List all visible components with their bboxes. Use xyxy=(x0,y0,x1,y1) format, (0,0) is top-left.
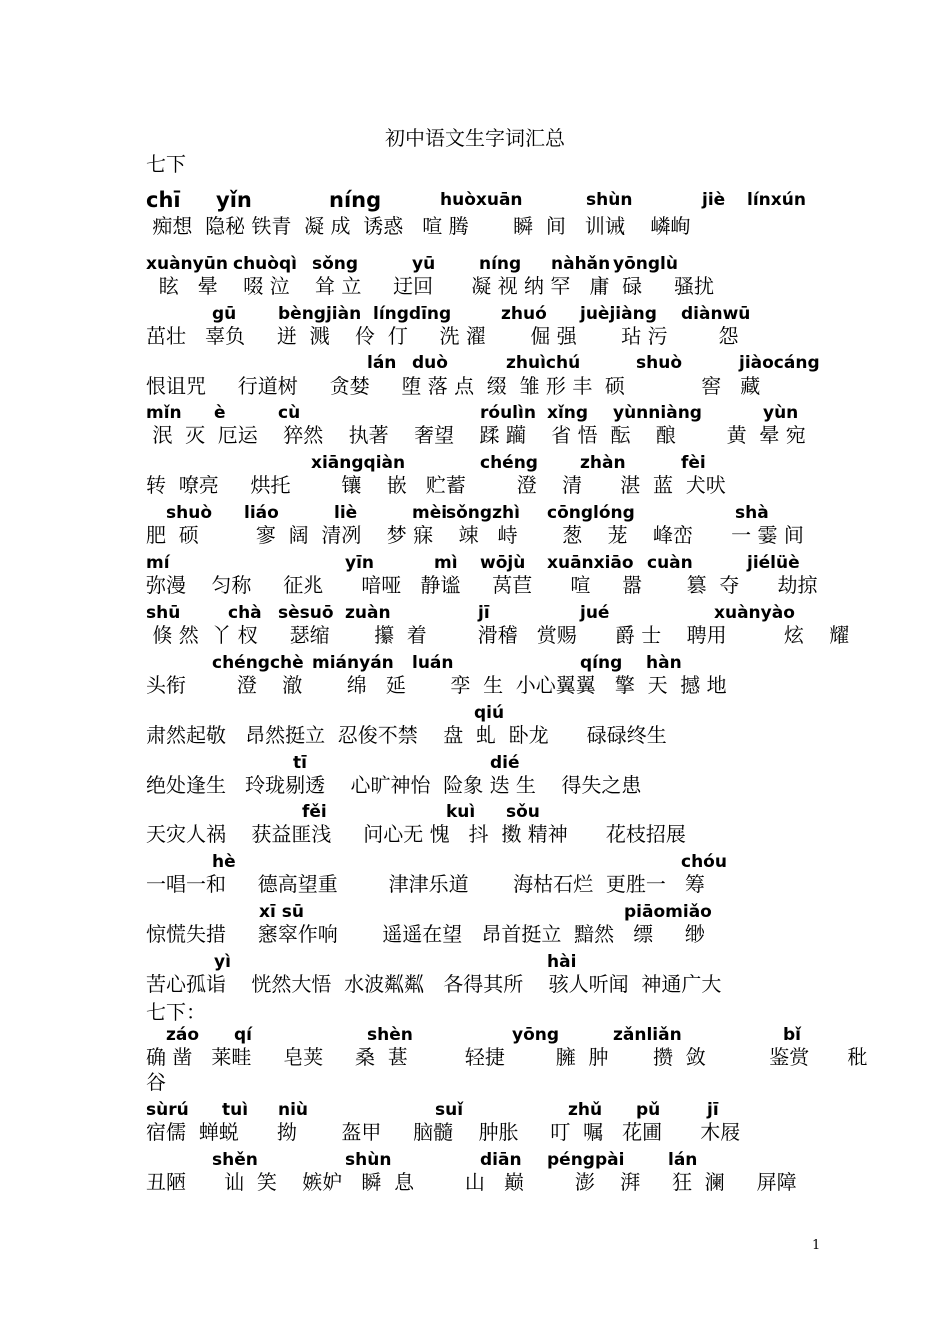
vocabulary-line: 绝处逢生 玲珑剔透 心旷神怡 险象 迭 生 得失之患 xyxy=(146,773,642,797)
pinyin-annotation: juèjiàng xyxy=(580,304,657,324)
pinyin-annotation: xiāngqiàn xyxy=(311,453,406,473)
vocabulary-line: 头衔 澄 澈 绵 延 孪 生 小心翼翼 擎 天 撼 地 xyxy=(146,673,727,697)
vocabulary-line: 苦心孤诣 恍然大悟 水波粼粼 各得其所 骇人听闻 神通广大 xyxy=(146,972,722,996)
pinyin-annotation: chà xyxy=(228,603,262,623)
page-number: 1 xyxy=(812,1238,821,1253)
pinyin-annotation: niù xyxy=(278,1100,309,1120)
pinyin-annotation: zǎnliǎn xyxy=(613,1025,682,1045)
pinyin-annotation: zhàn xyxy=(580,453,626,473)
pinyin-annotation: língdīng xyxy=(373,304,452,324)
pinyin-annotation: níng xyxy=(329,188,382,212)
vocabulary-line: 泯 灭 厄运 猝然 执著 奢望 蹂 躏 省 悟 酝 酿 黄 晕 宛 xyxy=(146,423,806,447)
vocabulary-line: 确 凿 莱畦 皂荚 桑 葚 轻捷 臃 肿 攒 敛 鉴赏 秕 xyxy=(146,1045,868,1069)
vocabulary-line: 宿儒 蝉蜕 拗 盔甲 脑髓 肿胀 叮 嘱 花圃 木屐 xyxy=(146,1120,741,1144)
vocabulary-line: 茁壮 辜负 迸 溅 伶 仃 洗 濯 倔 强 玷 污 怨 xyxy=(146,324,739,348)
pinyin-annotation: piāomiǎo xyxy=(624,902,712,922)
pinyin-annotation: jī xyxy=(478,603,490,623)
pinyin-annotation: qíng xyxy=(580,653,623,673)
pinyin-annotation: chī xyxy=(146,188,181,212)
pinyin-annotation: shěn xyxy=(212,1150,258,1170)
pinyin-annotation: níng xyxy=(479,254,522,274)
pinyin-annotation: záo xyxy=(166,1025,200,1045)
pinyin-annotation: chóu xyxy=(681,852,727,872)
vocabulary-line: 惊慌失措 窸窣作响 遥遥在望 昂首挺立 黯然 缥 缈 xyxy=(146,922,705,946)
pinyin-annotation: xǐng xyxy=(547,403,589,423)
pinyin-annotation: zuàn xyxy=(345,603,391,623)
vocabulary-line: 肥 硕 寥 阔 清冽 梦 寐 竦 峙 葱 茏 峰峦 一 霎 间 xyxy=(146,523,804,547)
pinyin-annotation: cuàn xyxy=(647,553,693,573)
pinyin-annotation: liè xyxy=(334,503,358,523)
pinyin-annotation: péngpài xyxy=(547,1150,625,1170)
vocabulary-line: 一唱一和 德高望重 津津乐道 海枯石烂 更胜一 筹 xyxy=(146,872,705,896)
pinyin-annotation: yīn xyxy=(345,553,375,573)
pinyin-annotation: chuòqì xyxy=(233,254,297,274)
pinyin-annotation: chéngchè xyxy=(212,653,304,673)
vocabulary-line: 丑陋 讪 笑 嫉妒 瞬 息 山 巅 澎 湃 狂 澜 屏障 xyxy=(146,1170,797,1194)
pinyin-annotation: qiú xyxy=(474,703,505,723)
pinyin-annotation: yōng xyxy=(512,1025,560,1045)
pinyin-annotation: mèi xyxy=(412,503,448,523)
pinyin-annotation: jiélüè xyxy=(747,553,800,573)
section-label-1: 七下 xyxy=(146,152,186,176)
pinyin-annotation: gū xyxy=(212,304,237,324)
pinyin-annotation: hài xyxy=(547,952,577,972)
pinyin-annotation: yì xyxy=(214,952,231,972)
vocabulary-line: 恨诅咒 行道树 贪婪 堕 落 点 缀 雏 形 丰 硕 窖 藏 xyxy=(146,374,761,398)
vocabulary-line: 弥漫 匀称 征兆 喑哑 静谧 莴苣 喧 嚣 篡 夺 劫掠 xyxy=(146,573,818,597)
pinyin-annotation: shà xyxy=(735,503,769,523)
pinyin-annotation: dié xyxy=(490,753,520,773)
pinyin-annotation: róulìn xyxy=(480,403,536,423)
pinyin-annotation: zhǔ xyxy=(568,1100,603,1120)
section-label-2: 七下： xyxy=(146,1000,206,1024)
pinyin-annotation: yū xyxy=(412,254,436,274)
pinyin-annotation: sùrú xyxy=(146,1100,189,1120)
pinyin-annotation: tuì xyxy=(222,1100,249,1120)
pinyin-annotation: shèn xyxy=(367,1025,413,1045)
pinyin-annotation: suǐ xyxy=(435,1100,464,1120)
pinyin-annotation: shuò xyxy=(636,353,683,373)
pinyin-annotation: xuànyào xyxy=(714,603,795,623)
vocabulary-line: 肃然起敬 昂然挺立 忍俊不禁 盘 虬 卧龙 碌碌终生 xyxy=(146,723,667,747)
pinyin-annotation: tī xyxy=(293,753,307,773)
pinyin-annotation: jī xyxy=(707,1100,719,1120)
pinyin-annotation: xuànyūn xyxy=(146,254,228,274)
pinyin-annotation: xuānxiāo xyxy=(547,553,634,573)
pinyin-annotation: lán xyxy=(367,353,397,373)
pinyin-annotation: diànwū xyxy=(681,304,751,324)
pinyin-annotation: hàn xyxy=(646,653,682,673)
pinyin-annotation: shùn xyxy=(345,1150,392,1170)
pinyin-annotation: diān xyxy=(480,1150,522,1170)
pinyin-annotation: zhuó xyxy=(501,304,547,324)
pinyin-annotation: shùn xyxy=(586,190,633,210)
pinyin-annotation: mí xyxy=(146,553,170,573)
pinyin-annotation: yōnglù xyxy=(613,254,678,274)
pinyin-annotation: cù xyxy=(278,403,301,423)
pinyin-annotation: è xyxy=(214,403,226,423)
pinyin-annotation: jiàocáng xyxy=(739,353,820,373)
pinyin-annotation: yùnniàng xyxy=(613,403,702,423)
pinyin-annotation: xī sū xyxy=(259,902,304,922)
pinyin-annotation: cōnglóng xyxy=(547,503,635,523)
page-title: 初中语文生字词汇总 xyxy=(385,126,565,150)
pinyin-annotation: línxún xyxy=(747,190,806,210)
pinyin-annotation: bèngjiàn xyxy=(278,304,362,324)
pinyin-annotation: yǐn xyxy=(216,188,252,212)
pinyin-annotation: qí xyxy=(234,1025,252,1045)
pinyin-annotation: fèi xyxy=(681,453,706,473)
vocabulary-line: 倏 然 丫 杈 瑟缩 攥 着 滑稽 赏赐 爵 士 聘用 炫 耀 xyxy=(146,623,850,647)
vocabulary-line: 天灾人祸 获益匪浅 问心无 愧 抖 擞 精神 花枝招展 xyxy=(146,822,686,846)
pinyin-annotation: mǐn xyxy=(146,403,182,423)
pinyin-annotation: shuò xyxy=(166,503,213,523)
pinyin-annotation: shū xyxy=(146,603,181,623)
pinyin-annotation: chéng xyxy=(480,453,538,473)
pinyin-annotation: bǐ xyxy=(783,1025,801,1045)
pinyin-annotation: mì xyxy=(434,553,458,573)
pinyin-annotation: sǒngzhì xyxy=(446,503,520,523)
pinyin-annotation: sǒu xyxy=(506,802,540,822)
vocabulary-line: 眩 晕 啜 泣 耸 立 迂回 凝 视 纳 罕 庸 碌 骚扰 xyxy=(146,274,714,298)
pinyin-annotation: kuì xyxy=(446,802,476,822)
pinyin-annotation: yùn xyxy=(763,403,799,423)
pinyin-annotation: jiè xyxy=(702,190,726,210)
pinyin-annotation: zhuìchú xyxy=(506,353,581,373)
pinyin-annotation: hè xyxy=(212,852,236,872)
pinyin-annotation: luán xyxy=(412,653,454,673)
pinyin-annotation: duò xyxy=(412,353,448,373)
pinyin-annotation: fěi xyxy=(302,802,327,822)
vocabulary-line: 转 嘹亮 烘托 镶 嵌 贮蓄 澄 清 湛 蓝 犬吠 xyxy=(146,473,726,497)
pinyin-annotation: pǔ xyxy=(636,1100,661,1120)
pinyin-annotation: nàhǎn xyxy=(551,254,611,274)
pinyin-annotation: jué xyxy=(580,603,610,623)
pinyin-annotation: miányán xyxy=(312,653,394,673)
pinyin-annotation: lán xyxy=(668,1150,698,1170)
wrapped-text: 谷 xyxy=(146,1070,166,1094)
pinyin-annotation: sèsuō xyxy=(278,603,334,623)
pinyin-annotation: huòxuān xyxy=(440,190,523,210)
pinyin-annotation: sǒng xyxy=(312,254,359,274)
pinyin-annotation: wōjù xyxy=(480,553,526,573)
pinyin-annotation: liáo xyxy=(244,503,279,523)
vocabulary-line: 痴想 隐秘 铁青 凝 成 诱惑 喧 腾 瞬 间 训诫 嶙峋 xyxy=(146,214,691,238)
